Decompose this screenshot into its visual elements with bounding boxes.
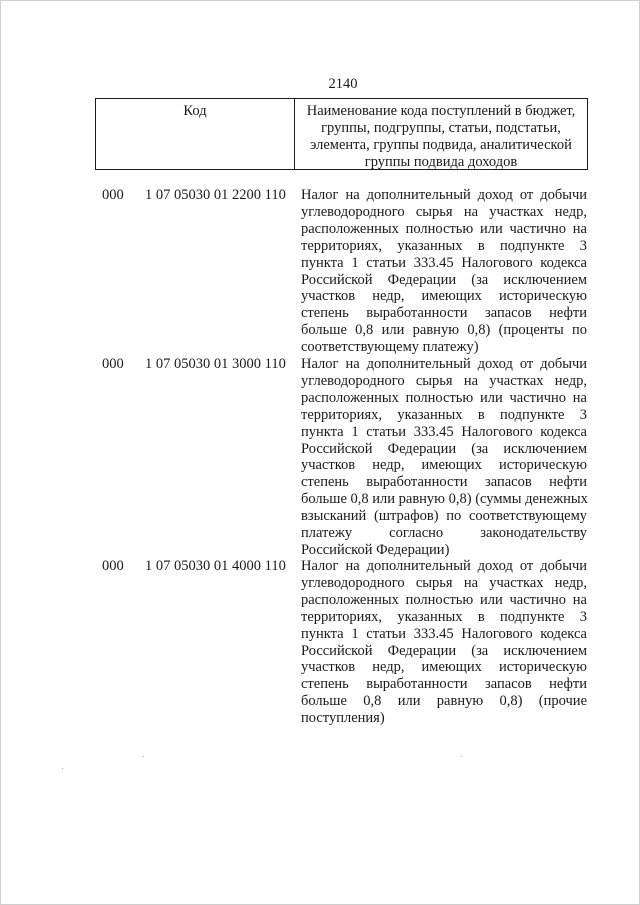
description-line: платежу согласно законодательству: [301, 525, 587, 542]
description-line: территориях, указанных в подпункте 3: [301, 237, 587, 254]
admin-code: 000: [102, 356, 124, 372]
description-line: расположенных полностью или частично на: [301, 591, 587, 608]
description-line: углеводородного сырья на участках недр,: [301, 372, 587, 389]
description-line: Российской Федерации (за исключением: [301, 271, 587, 288]
admin-code: 000: [102, 187, 124, 203]
description-line: участков недр, имеющих историческую: [301, 457, 587, 474]
income-code: 1 07 05030 01 3000 110: [145, 356, 286, 372]
description-line: степень выработанности запасов нефти: [301, 676, 587, 693]
scan-speck: [461, 756, 462, 757]
description-line: больше 0,8 или равную 0,8) (суммы денежных: [301, 491, 588, 508]
description-line: пункта 1 статьи 333.45 Налогового кодекса: [301, 254, 587, 271]
description-line: Российской Федерации (за исключением: [301, 440, 587, 457]
header-code-column: Код: [96, 99, 295, 169]
description-line: пункта 1 статьи 333.45 Налогового кодекса: [301, 423, 587, 440]
description-line: расположенных полностью или частично на: [301, 220, 587, 237]
description-line: участков недр, имеющих историческую: [301, 659, 587, 676]
description-line: расположенных полностью или частично на: [301, 389, 587, 406]
description-line: территориях, указанных в подпункте 3: [301, 608, 587, 625]
description-line: Налог на дополнительный доход от добычи: [301, 558, 587, 574]
scan-speck: [143, 756, 144, 757]
description-line: углеводородного сырья на участках недр,: [301, 574, 587, 591]
description-line: больше 0,8 или равную 0,8) (проценты по: [301, 322, 587, 339]
income-description: [301, 558, 587, 727]
description-line: взысканий (штрафов) по соответствующему: [301, 508, 587, 525]
description-line: поступления): [301, 710, 385, 727]
description-line: Российской Федерации): [301, 541, 450, 558]
income-code: 1 07 05030 01 4000 110: [145, 558, 286, 574]
scan-speck: [62, 768, 63, 769]
header-name-line: группы подвида доходов: [364, 154, 518, 170]
description-line: больше 0,8 или равную 0,8) (прочие: [301, 693, 587, 710]
description-line: степень выработанности запасов нефти: [301, 474, 587, 491]
description-line: территориях, указанных в подпункте 3: [301, 406, 587, 423]
description-line: степень выработанности запасов нефти: [301, 305, 587, 322]
description-line: Российской Федерации (за исключением: [301, 642, 587, 659]
header-name-line: группы, подгруппы, статьи, подстатьи,: [321, 120, 561, 136]
description-line: пункта 1 статьи 333.45 Налогового кодекса: [301, 625, 587, 642]
description-line: участков недр, имеющих историческую: [301, 288, 587, 305]
income-description: [301, 356, 587, 559]
header-name-line: элемента, группы подвида, аналитической: [310, 137, 572, 153]
table-header: [95, 98, 588, 170]
description-line: Налог на дополнительный доход от добычи: [301, 187, 587, 203]
header-name-line: Наименование кода поступлений в бюджет,: [306, 103, 576, 119]
description-line: соответствующему платежу): [301, 339, 479, 356]
income-description: [301, 187, 587, 356]
income-code: 1 07 05030 01 2200 110: [145, 187, 286, 203]
admin-code: 000: [102, 558, 124, 574]
description-line: Налог на дополнительный доход от добычи: [301, 356, 587, 372]
header-name-column: [295, 99, 587, 169]
description-line: углеводородного сырья на участках недр,: [301, 203, 587, 220]
page-number: 2140: [328, 76, 358, 92]
